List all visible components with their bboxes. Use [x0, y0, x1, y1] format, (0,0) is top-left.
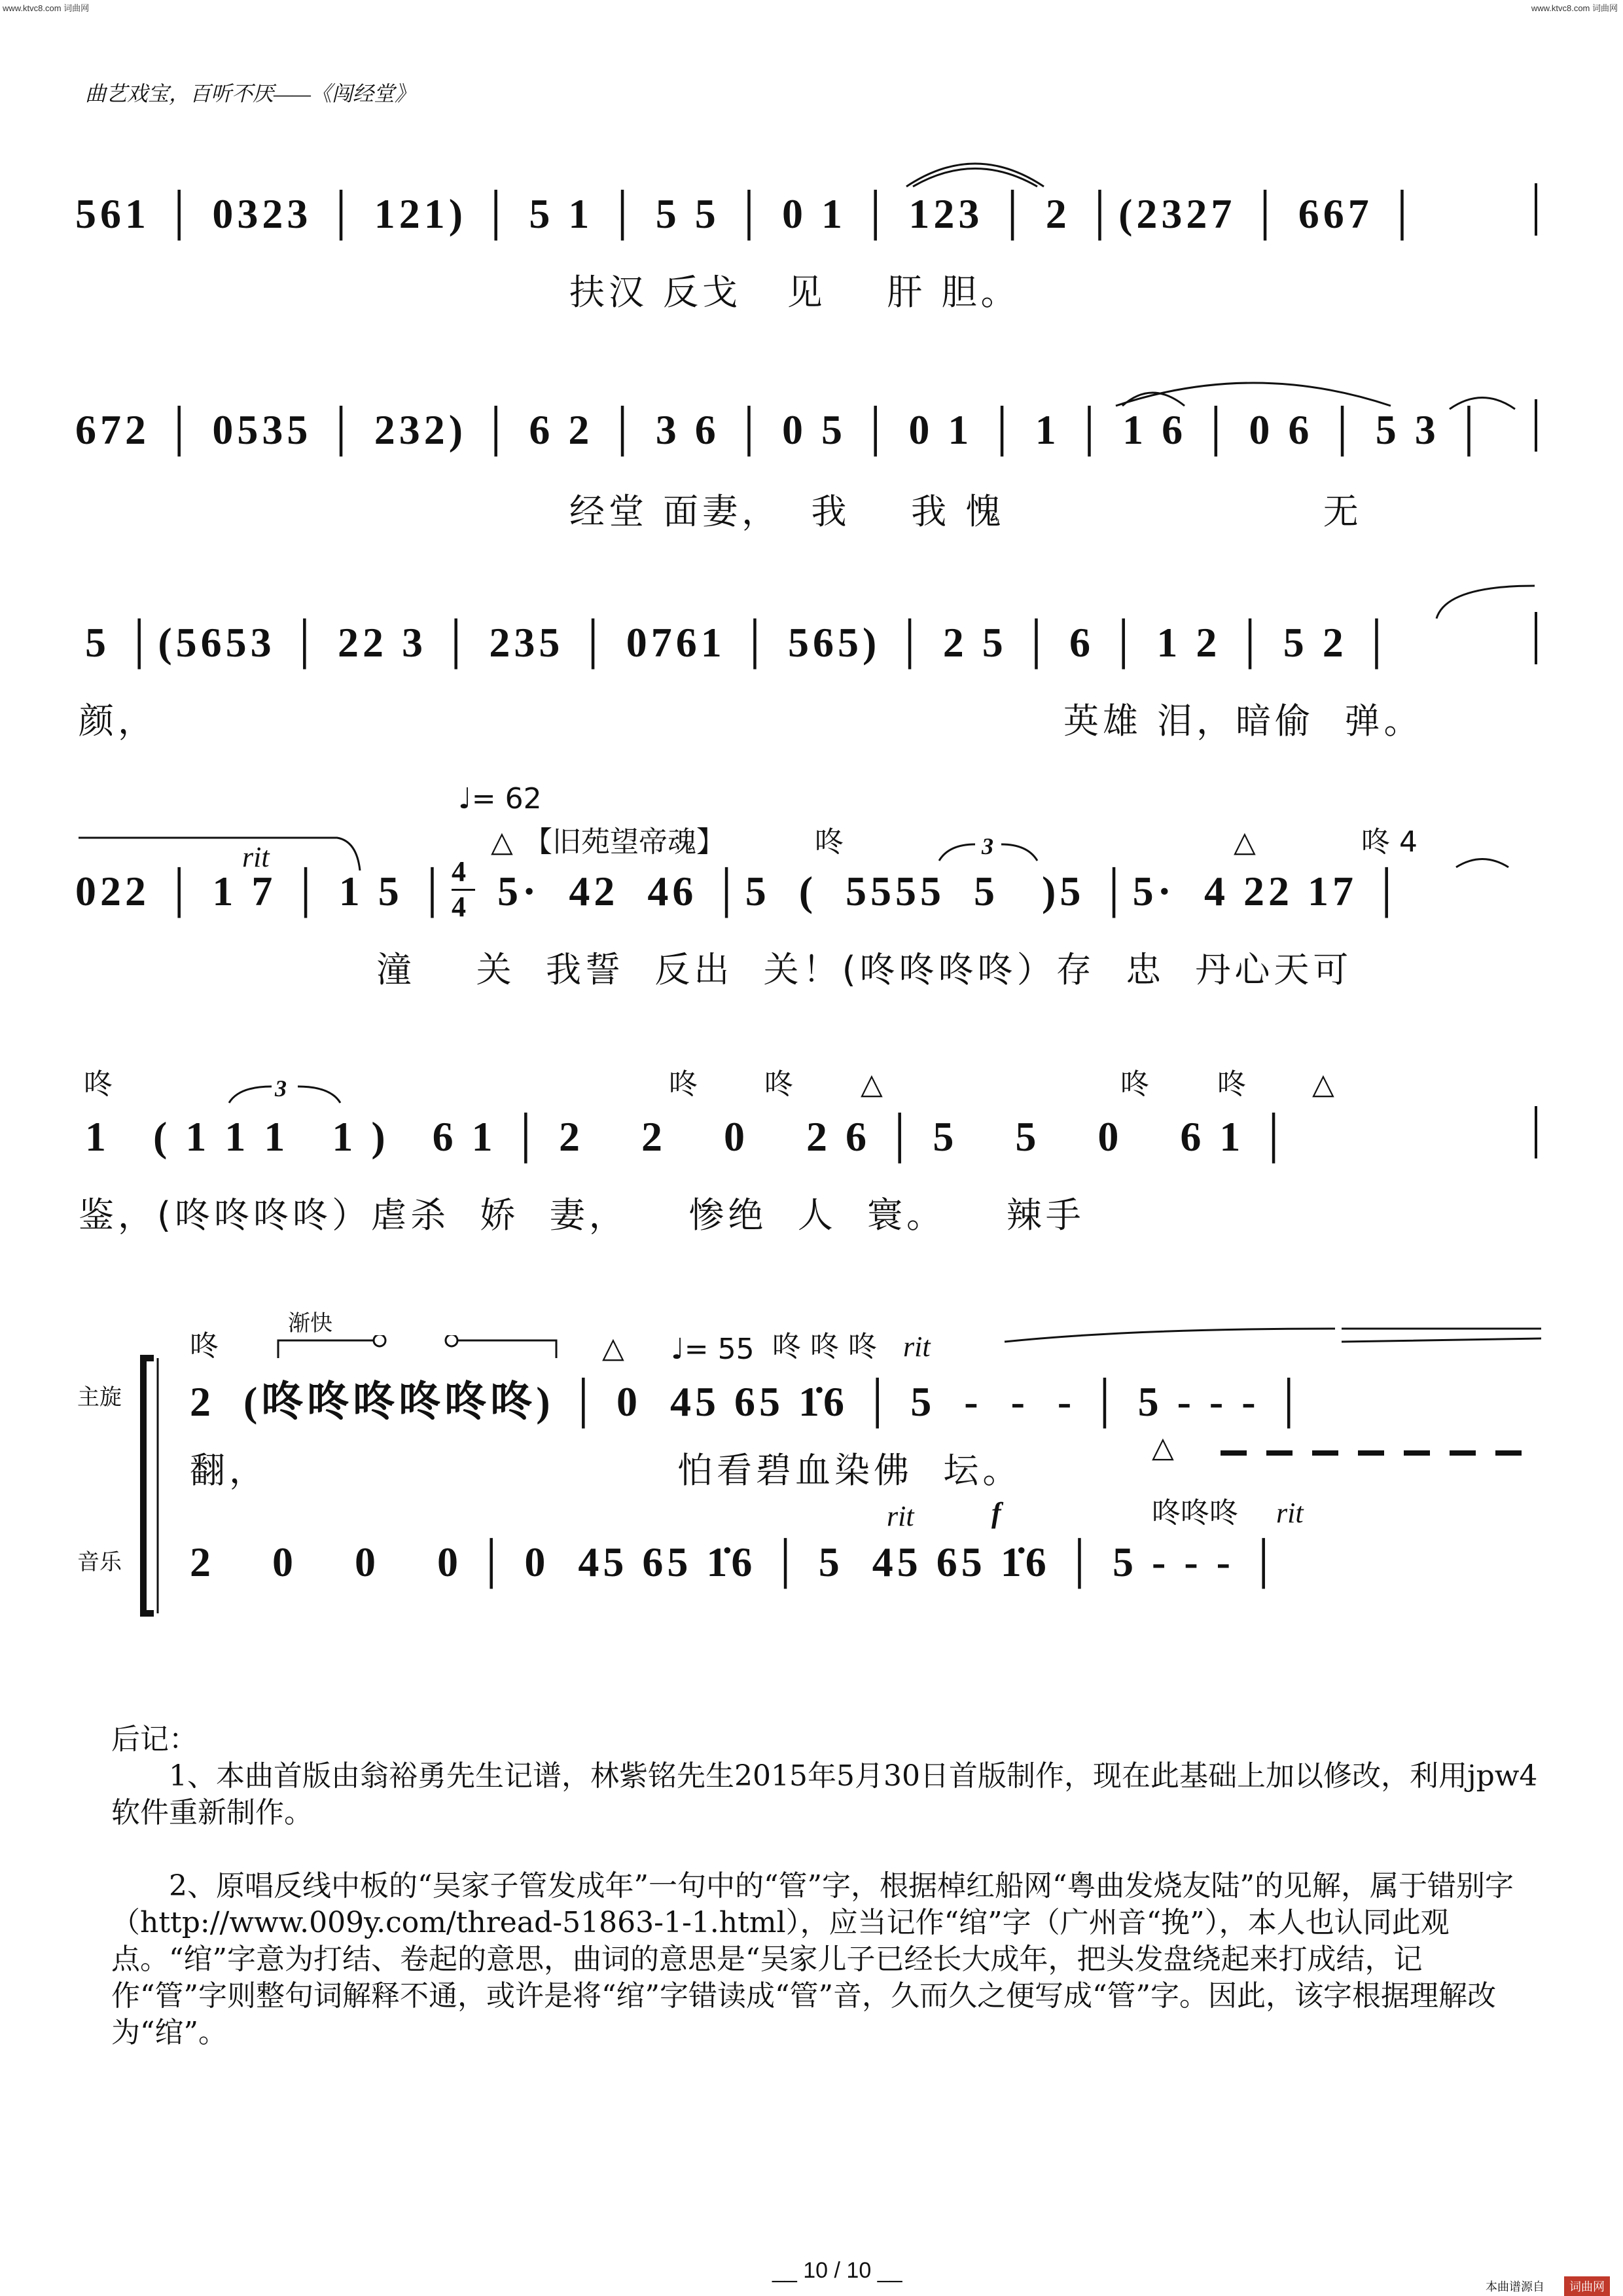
- time-signature-top: 4: [452, 855, 466, 888]
- triangle-mark-icon: △: [491, 825, 513, 859]
- dong-mark: 咚 4: [1361, 825, 1418, 859]
- rit-marking: rit: [242, 841, 270, 873]
- staff-label-music: 音乐: [77, 1549, 122, 1575]
- triplet-number: 3: [982, 833, 993, 859]
- page-header: 曲艺戏宝，百听不厌——《闯经堂》: [85, 82, 416, 105]
- dong-mark: 咚: [1120, 1067, 1149, 1101]
- slur-system4: [1453, 851, 1512, 870]
- triangle-mark-icon: △: [861, 1067, 883, 1101]
- barline: [1535, 399, 1537, 452]
- lyrics-line-3-left: 颜，: [79, 700, 157, 742]
- footer-logo: 词曲网: [1564, 2276, 1610, 2296]
- tempo-marking-62: ♩= 62: [458, 782, 542, 816]
- lyrics-line-3-right: 英雄 泪，暗偷 弹。: [1063, 700, 1423, 742]
- dong-mark: 咚: [1217, 1067, 1246, 1101]
- notes-line-4a: 022 │ 1 7 │ 1 5 │: [75, 868, 452, 914]
- notes-line-4b: 5· 42 46 │5 ( 5555 5 )5 │5· 4 22 17 │: [497, 868, 1406, 914]
- melody-notes: 2 (咚咚咚咚咚咚) │ 0 45 65 1̇6 │ 5 - - - │ 5 - - - │: [190, 1378, 1308, 1425]
- slur-system1: [903, 147, 1047, 193]
- slur-system2: [1113, 367, 1394, 412]
- notes-line-2: 672 │ 0535 │ 232) │ 6 2 │ 3 6 │ 0 5 │ 0 1 │ 1 │ 1 6 │ 0 6 │ 5 3 │: [75, 406, 1488, 453]
- music-notes: 2 0 0 0 │ 0 45 65 1̇6 │ 5 45 65 1̇6 │ 5 - - - │: [190, 1539, 1283, 1585]
- system-bracket: [134, 1355, 160, 1617]
- forte-marking: f: [991, 1497, 1001, 1529]
- dong-mark: 咚: [669, 1067, 698, 1101]
- ties-system6: [1001, 1325, 1544, 1345]
- footer-source: 本曲谱源自: [1486, 2280, 1544, 2293]
- accelerando-marking: 渐快: [288, 1310, 332, 1336]
- time-signature-bottom: 4: [452, 891, 466, 923]
- triangle-mark-icon: △: [1312, 1067, 1334, 1101]
- postscript-title: 后记：: [111, 1723, 198, 1756]
- tempo-marking-55: ♩= 55: [671, 1333, 755, 1366]
- accel-bracket: [275, 1335, 563, 1361]
- postscript-paragraph-2: 2、原唱反线中板的“吴家子管发成年”一句中的“管”字，根据棹红船网“粤曲发烧友陆”的见解，属于错别字（http://www.009y.com/thread-51863-1-1.html），应当记作“绾”字（广州音“挽”），本人也认同此观点。“绾”字意为打结、卷起的意思，曲词的意思是“吴家儿子已经长大成年，把头发盘绕起来打成结，记作“管”字则整句词解释不通，或许是将“绾”字错读成“管”音，久而久之便写成“管”字。因此，该字根据理解改为“绾”。: [111, 1869, 1514, 2049]
- tune-name: 【旧苑望帝魂】: [524, 825, 725, 859]
- rit-marking: rit: [903, 1331, 931, 1363]
- roll-marks: [1217, 1446, 1544, 1460]
- staff-label-melody: 主旋: [77, 1384, 122, 1410]
- watermark-left: www.ktvc8.com 词曲网: [3, 3, 90, 13]
- barline: [1535, 612, 1537, 664]
- slur-system3: [1433, 583, 1538, 622]
- dong-mark: 咚: [815, 825, 844, 859]
- postscript: [111, 1721, 1538, 2051]
- dong-marks-triple: 咚 咚 咚: [772, 1330, 877, 1363]
- dong-mark: 咚: [764, 1067, 793, 1101]
- notes-line-3: 5 │(5653 │ 22 3 │ 235 │ 0761 │ 565) │ 2 5 │ 6 │ 1 2 │ 5 2 │: [85, 619, 1396, 666]
- triplet-number: 3: [275, 1075, 287, 1102]
- melody-lyrics-left: 翻，: [190, 1450, 268, 1491]
- notes-line-1: 561 │ 0323 │ 121) │ 5 1 │ 5 5 │ 0 1 │ 123 │ 2 │(2327 │ 667 │: [75, 190, 1421, 237]
- dong-mark: 咚: [190, 1329, 219, 1363]
- rit-marking: rit: [887, 1500, 914, 1532]
- melody-lyrics-right: 怕看碧血染佛 坛。: [677, 1450, 1022, 1491]
- barline: [1535, 1106, 1537, 1158]
- triangle-mark-icon: △: [1234, 825, 1256, 859]
- notes-line-5: 1 ( 1 1 1 1 ) 6 1 │ 2 2 0 2 6 │ 5 5 0 6 1 │: [85, 1113, 1293, 1160]
- lyrics-line-5: 鉴，(咚咚咚咚）虐杀 娇 妻， 惨绝 人 寰。 辣手: [79, 1194, 1085, 1236]
- page-number-text: 10 / 10: [803, 2258, 872, 2283]
- watermark-right: www.ktvc8.com 词曲网: [1531, 3, 1618, 13]
- triangle-mark-icon: △: [602, 1331, 624, 1365]
- page-number: __ 10 / 10 __: [772, 2258, 902, 2283]
- dong-mark: 咚: [84, 1067, 113, 1101]
- lyrics-line-1: 扶汉 反戈 见 肝 胆。: [569, 272, 1020, 313]
- lyrics-line-4: 潼 关 我誓 反出 关！(咚咚咚咚）存 忠 丹心天可: [376, 949, 1353, 990]
- dong-marks-triple: 咚咚咚: [1152, 1496, 1238, 1530]
- rit-marking: rit: [1276, 1497, 1304, 1529]
- triangle-mark-icon: △: [1152, 1431, 1174, 1464]
- postscript-paragraph-1: 1、本曲首版由翁裕勇先生记谱，林紫铭先生2015年5月30日首版制作，现在此基础上加以修改，利用jpw4软件重新制作。: [111, 1759, 1538, 1829]
- barline: [1535, 183, 1537, 236]
- lyrics-line-2: 经堂 面妻， 我 我 愧 无: [569, 491, 1363, 532]
